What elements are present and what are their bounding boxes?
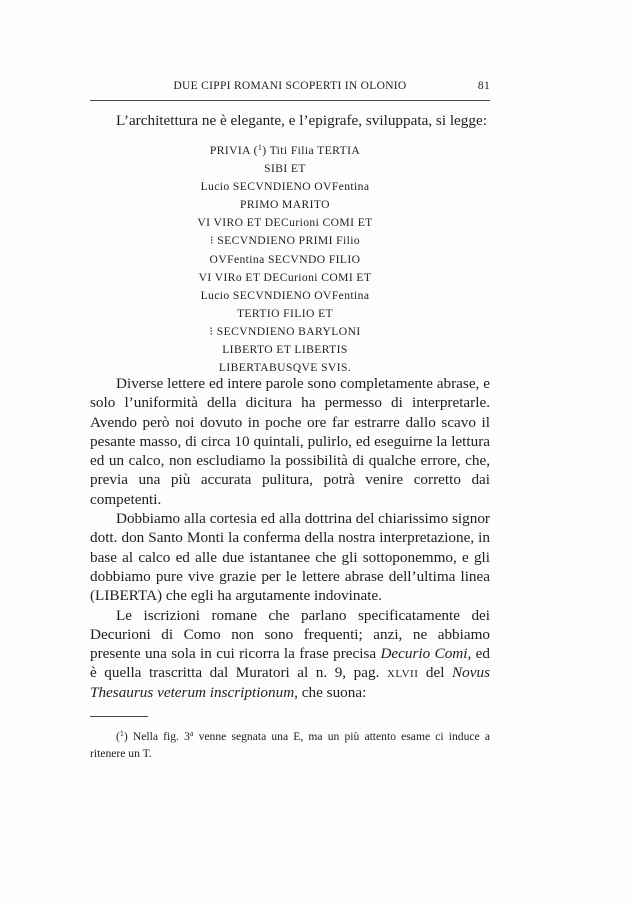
paragraph-3: Le iscrizioni romane che parlano specificatamente dei Decurioni di Como non sono frequenti; anzi, ne abbiamo presente una sola in cui ricorra la frase precisa Decurio Comi, ed è quella trascritta dal Muratori al n. 9, pag. xlvii del Novus Thesaurus veterum inscriptionum, che suona: bbox=[90, 606, 490, 701]
footnote-rule bbox=[90, 716, 148, 717]
inscription-line: TERTIO FILIO ET bbox=[236, 306, 334, 320]
emphasis: Decurio Comi, bbox=[380, 645, 472, 663]
inscription-line: ⁝ SECVNDIENO BARYLONI bbox=[209, 324, 361, 338]
roman-numeral: xlvii bbox=[386, 664, 419, 682]
superscript: a bbox=[189, 729, 194, 738]
paragraph-1: Diverse lettere ed intere parole sono completamente abrase, e solo l’uniformità della dicitura ha permesso di interpretarle. Avendo però noi dovuto in poche ore far estrarre dallo scavo il pesante masso, di circa 10 quintali, pulirlo, ed eseguirne la lettura ed un calco, non escludiamo la possibilità di qualche errore, che, previa una più accurata pulitura, potrà venire corretto dai competenti. bbox=[90, 375, 490, 508]
inscription-line: VI VIRO ET DECurioni COMI ET bbox=[197, 216, 373, 230]
footnote-ref: 1 bbox=[257, 143, 263, 152]
paragraph-2: Dobbiamo alla cortesia ed alla dottrina del chiarissimo signor dott. don Santo Monti la conferma della nostra interpretazione, in base al calco ed alle due istantanee che gli sottoponemmo, e gli dobbiamo pure vive grazie per le lettere abrase dell’ultima linea (LIBERTA) che egli ha argutamente indovinate. bbox=[90, 510, 490, 605]
inscription-line: Lucio SECVNDIENO OVFentina bbox=[200, 180, 370, 194]
inscription-line: OVFentina SECVNDO FILIO bbox=[209, 252, 361, 266]
inscription-line: PRIMO MARITO bbox=[240, 198, 330, 212]
inscription-line: SIBI ET bbox=[264, 162, 306, 176]
intro-line: L’architettura ne è elegante, e l’epigrafe, sviluppata, si legge: bbox=[116, 112, 487, 129]
book-title: Novus Thesaurus veterum inscriptionum, bbox=[90, 664, 490, 701]
inscription-line: VI VIRo ET DECurioni COMI ET bbox=[198, 270, 372, 284]
inscription-line: Lucio SECVNDIENO OVFentina bbox=[200, 288, 370, 302]
header-rule bbox=[90, 100, 490, 101]
inscription-line: LIBERTABUSQVE SVIS. bbox=[218, 361, 352, 375]
footnote-mark: 1 bbox=[119, 729, 124, 738]
page-number: 81 bbox=[477, 80, 490, 92]
inscription-block bbox=[150, 142, 420, 377]
inscription-line: PRIVIA ($^1$) Titi Filia TERTIA bbox=[209, 143, 361, 157]
body-text bbox=[90, 374, 490, 702]
running-title: DUE CIPPI ROMANI SCOPERTI IN OLONIO bbox=[173, 80, 407, 92]
inscription-line: ⁝ SECVNDIENO PRIMI Filio bbox=[209, 234, 361, 248]
running-header bbox=[90, 80, 490, 96]
inscription-line: LIBERTO ET LIBERTIS bbox=[222, 343, 348, 357]
footnote: ($^1$) Nella fig. 3$^a$ venne segnata una E, ma un più attento esame ci induce a ritenere un T. bbox=[90, 729, 490, 760]
